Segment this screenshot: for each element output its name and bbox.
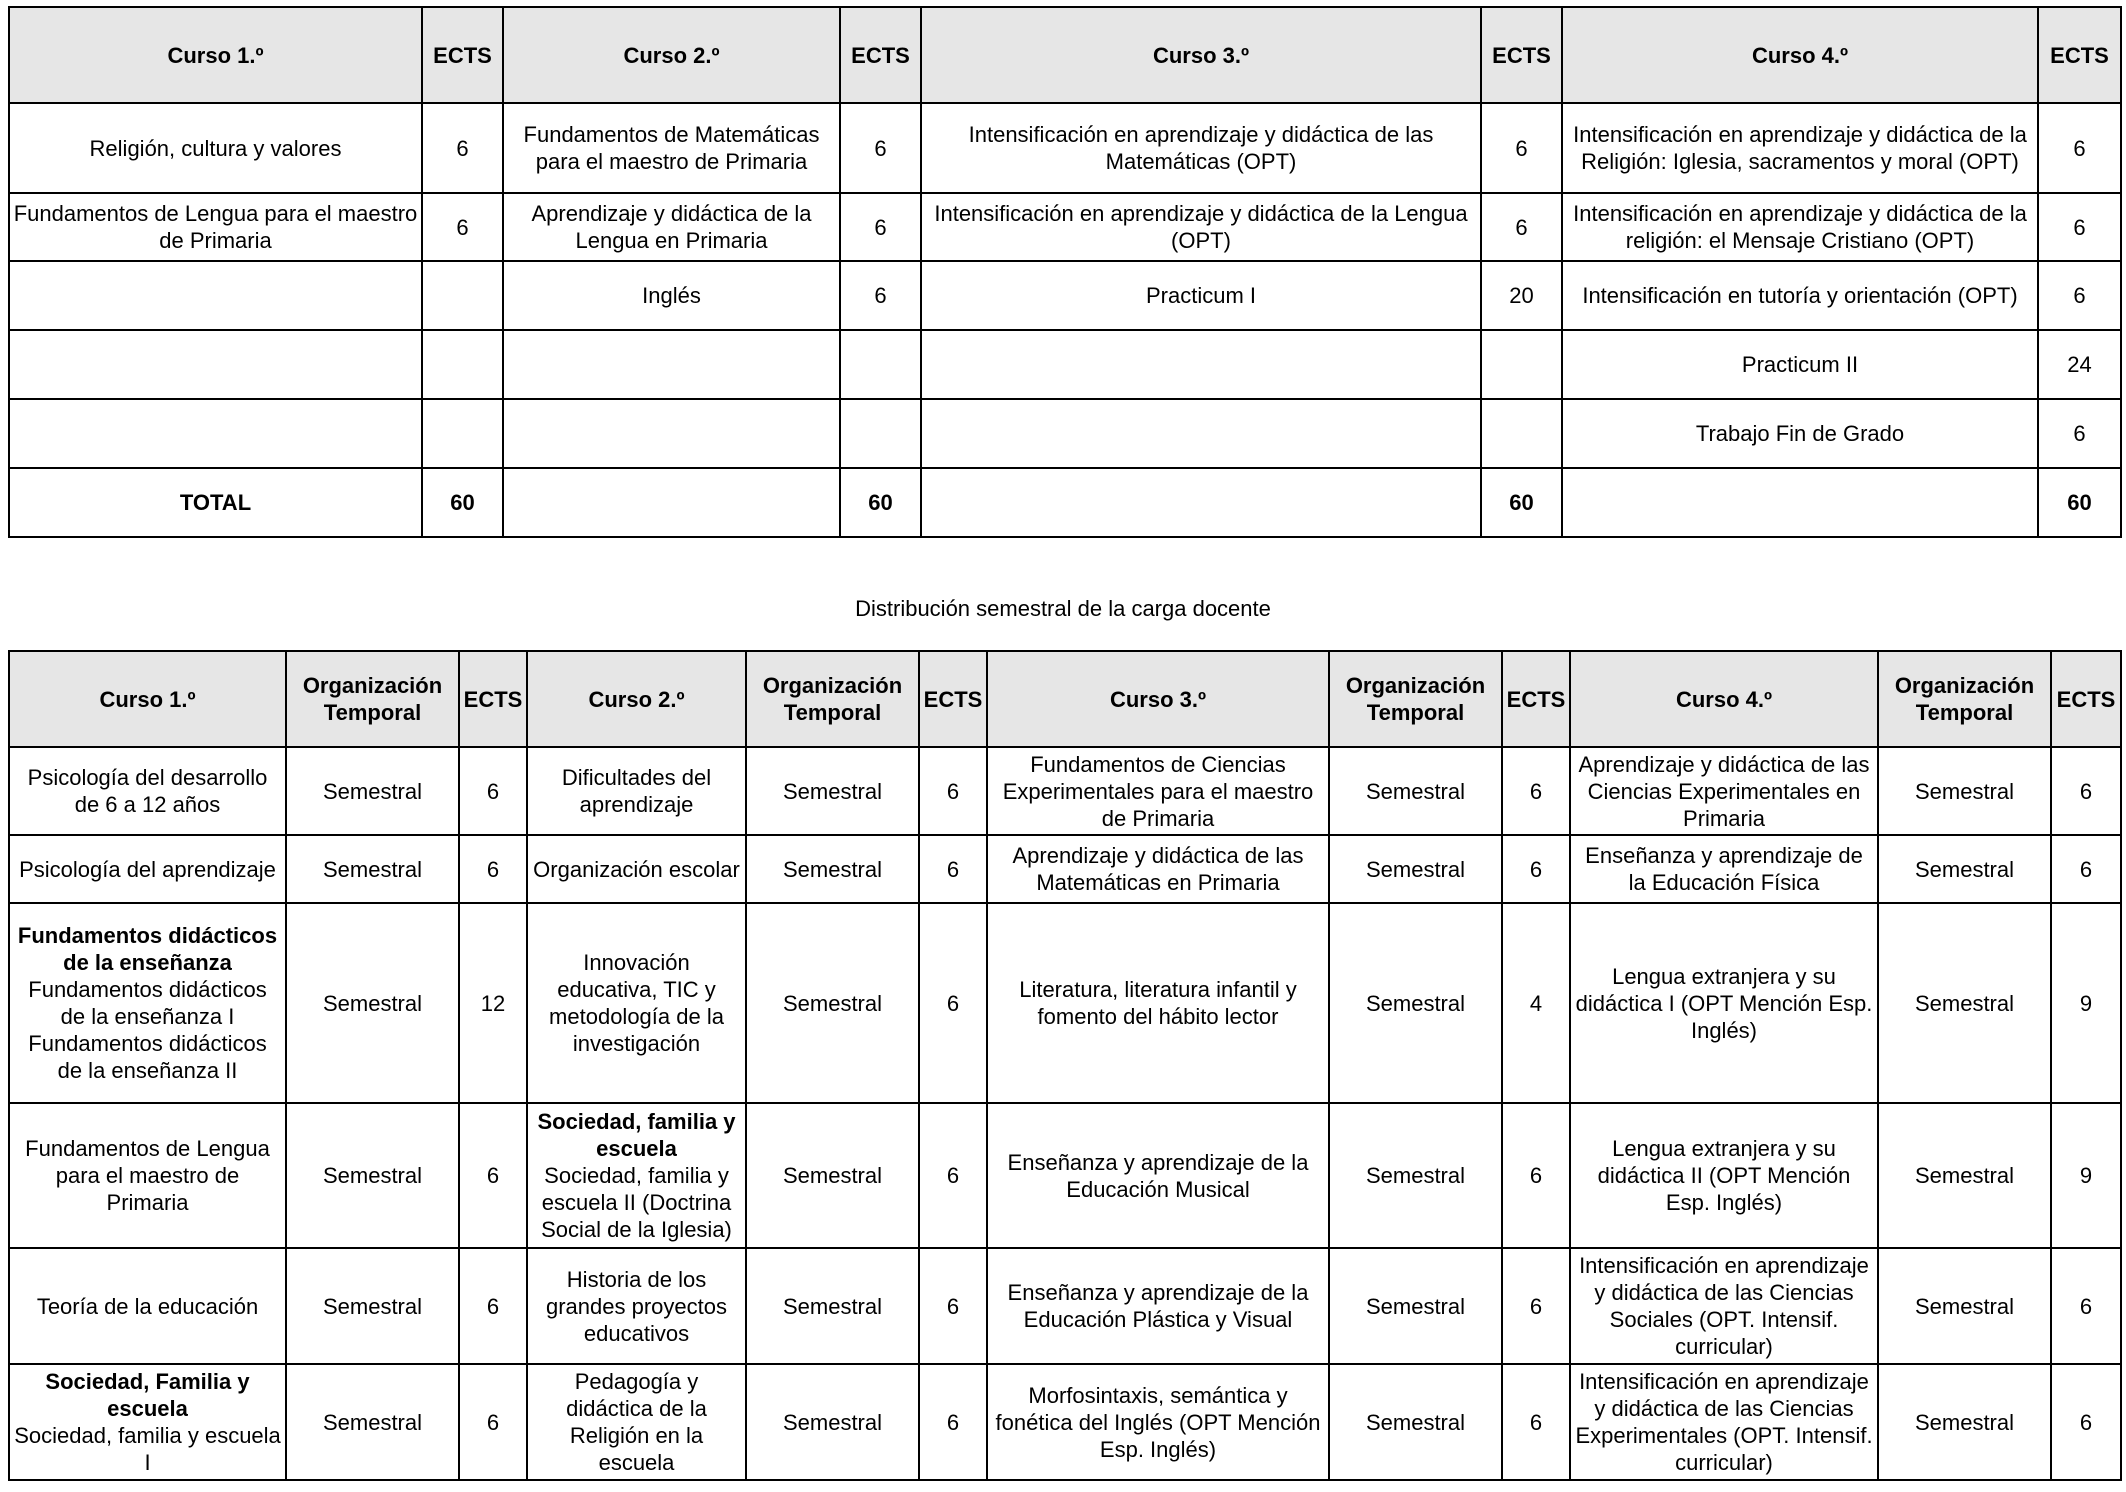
- col-header: Organización Temporal: [746, 651, 919, 747]
- table-cell: Organización escolar: [527, 835, 746, 903]
- table-cell: Semestral: [286, 835, 459, 903]
- table-cell: 24: [2038, 330, 2121, 399]
- table-cell: [422, 399, 503, 468]
- table-cell: Semestral: [286, 1364, 459, 1480]
- table-cell: Semestral: [286, 903, 459, 1103]
- col-header: Curso 1.º: [9, 651, 286, 747]
- table-cell: [422, 330, 503, 399]
- table-row: [9, 747, 2121, 835]
- table-cell: 9: [2051, 903, 2121, 1103]
- table-cell: Pedagogía y didáctica de la Religión en la escuela: [527, 1364, 746, 1480]
- table-cell: 6: [919, 835, 987, 903]
- table-cell: [527, 1103, 746, 1248]
- table-cell: Semestral: [1329, 903, 1502, 1103]
- table-row: [9, 1103, 2121, 1248]
- total-value: 60: [1481, 468, 1562, 537]
- table-cell: 6: [459, 1248, 527, 1364]
- table-cell: 6: [2038, 193, 2121, 261]
- table-cell: [1481, 399, 1562, 468]
- table-cell: Fundamentos de Matemáticas para el maestro de Primaria: [503, 103, 840, 193]
- table-cell: Semestral: [286, 747, 459, 835]
- table-cell: 6: [459, 1103, 527, 1248]
- table-cell: Practicum II: [1562, 330, 2038, 399]
- subject-group-title: Sociedad, familia y escuela: [537, 1109, 736, 1161]
- table-cell: Dificultades del aprendizaje: [527, 747, 746, 835]
- table-cell: 6: [1502, 747, 1570, 835]
- table-cell: Intensificación en aprendizaje y didáctica de las Matemáticas (OPT): [921, 103, 1481, 193]
- table-cell: Enseñanza y aprendizaje de la Educación Plástica y Visual: [987, 1248, 1329, 1364]
- table-cell: 20: [1481, 261, 1562, 330]
- table-cell: 6: [919, 1248, 987, 1364]
- table-row: [9, 399, 2121, 468]
- table-cell: 6: [422, 103, 503, 193]
- subject-group-title: Sociedad, Familia y escuela: [45, 1369, 250, 1421]
- table-cell: [1562, 468, 2038, 537]
- table-cell: Teoría de la educación: [9, 1248, 286, 1364]
- table-cell: 6: [2051, 1248, 2121, 1364]
- subject-line: Sociedad, familia y escuela II (Doctrina Social de la Iglesia): [541, 1163, 732, 1242]
- table-cell: [9, 261, 422, 330]
- col-header: ECTS: [422, 7, 503, 103]
- table-cell: Semestral: [286, 1103, 459, 1248]
- table-cell: Semestral: [1329, 835, 1502, 903]
- col-header: Curso 2.º: [527, 651, 746, 747]
- table-cell: 6: [1502, 1364, 1570, 1480]
- col-header: Curso 2.º: [503, 7, 840, 103]
- table-cell: 6: [840, 193, 921, 261]
- table-header-row: [9, 7, 2121, 103]
- col-header: Curso 4.º: [1562, 7, 2038, 103]
- table-cell: [840, 330, 921, 399]
- table-cell: Semestral: [1878, 1364, 2051, 1480]
- col-header: Curso 1.º: [9, 7, 422, 103]
- table-row: [9, 903, 2121, 1103]
- table-cell: [9, 903, 286, 1103]
- table-cell: Semestral: [746, 835, 919, 903]
- table-cell: 6: [422, 193, 503, 261]
- table-cell: Practicum I: [921, 261, 1481, 330]
- table-cell: Semestral: [1878, 1103, 2051, 1248]
- table-caption: Distribución semestral de la carga docente: [855, 596, 1271, 621]
- table-cell: Aprendizaje y didáctica de las Matemáticas en Primaria: [987, 835, 1329, 903]
- table-cell: [1481, 330, 1562, 399]
- table-cell: Psicología del aprendizaje: [9, 835, 286, 903]
- table-row: [9, 103, 2121, 193]
- total-value: 60: [840, 468, 921, 537]
- table-cell: [921, 399, 1481, 468]
- table-row: [9, 1248, 2121, 1364]
- table-cell: Semestral: [746, 747, 919, 835]
- col-header: Organización Temporal: [1878, 651, 2051, 747]
- table-cell: Enseñanza y aprendizaje de la Educación Física: [1570, 835, 1878, 903]
- table-cell: Intensificación en aprendizaje y didáctica de las Ciencias Experimentales (OPT. Intensif. curricular): [1570, 1364, 1878, 1480]
- table-cell: 9: [2051, 1103, 2121, 1248]
- table-cell: 6: [2038, 103, 2121, 193]
- col-header: Curso 3.º: [921, 7, 1481, 103]
- table-cell: 6: [1502, 1103, 1570, 1248]
- total-label: TOTAL: [9, 468, 422, 537]
- table-cell: 6: [2038, 261, 2121, 330]
- col-header: ECTS: [1481, 7, 1562, 103]
- col-header: ECTS: [840, 7, 921, 103]
- col-header: Organización Temporal: [1329, 651, 1502, 747]
- table-cell: Trabajo Fin de Grado: [1562, 399, 2038, 468]
- table-row: [9, 330, 2121, 399]
- table-cell: 6: [1481, 103, 1562, 193]
- table-cell: [422, 261, 503, 330]
- table-cell: 6: [459, 747, 527, 835]
- table-cell: Semestral: [1329, 1248, 1502, 1364]
- table-cell: Aprendizaje y didáctica de las Ciencias Experimentales en Primaria: [1570, 747, 1878, 835]
- table-cell: Semestral: [1878, 903, 2051, 1103]
- subject-line: Fundamentos didácticos de la enseñanza I: [28, 977, 267, 1029]
- table-cell: 12: [459, 903, 527, 1103]
- table-cell: Fundamentos de Lengua para el maestro de Primaria: [9, 193, 422, 261]
- table-row: [9, 193, 2121, 261]
- ects-summary-table: [8, 6, 2122, 538]
- table-cell: Intensificación en aprendizaje y didáctica de las Ciencias Sociales (OPT. Intensif. curricular): [1570, 1248, 1878, 1364]
- table-cell: 6: [2038, 399, 2121, 468]
- table-cell: Semestral: [1878, 1248, 2051, 1364]
- table-cell: [9, 1364, 286, 1480]
- table-header-row: [9, 651, 2121, 747]
- table-cell: Intensificación en aprendizaje y didáctica de la Religión: Iglesia, sacramentos y moral (OPT): [1562, 103, 2038, 193]
- table-cell: Semestral: [746, 1364, 919, 1480]
- col-header: ECTS: [2038, 7, 2121, 103]
- total-row: [9, 468, 2121, 537]
- table-cell: [9, 399, 422, 468]
- table-cell: [503, 468, 840, 537]
- table-cell: Semestral: [746, 1103, 919, 1248]
- table-cell: 6: [840, 103, 921, 193]
- table-cell: 6: [2051, 1364, 2121, 1480]
- table-cell: Religión, cultura y valores: [9, 103, 422, 193]
- table-cell: Psicología del desarrollo de 6 a 12 años: [9, 747, 286, 835]
- table-cell: 6: [2051, 835, 2121, 903]
- table-cell: Inglés: [503, 261, 840, 330]
- table-cell: Semestral: [1329, 1364, 1502, 1480]
- table-cell: Semestral: [746, 903, 919, 1103]
- col-header: ECTS: [2051, 651, 2121, 747]
- col-header: ECTS: [1502, 651, 1570, 747]
- col-header: Curso 3.º: [987, 651, 1329, 747]
- table-cell: Semestral: [1878, 747, 2051, 835]
- table-cell: 6: [1502, 835, 1570, 903]
- table-cell: 4: [1502, 903, 1570, 1103]
- table-cell: [921, 330, 1481, 399]
- table-cell: Fundamentos de Lengua para el maestro de Primaria: [9, 1103, 286, 1248]
- table-cell: Morfosintaxis, semántica y fonética del Inglés (OPT Mención Esp. Inglés): [987, 1364, 1329, 1480]
- table-cell: 6: [840, 261, 921, 330]
- table-cell: Fundamentos de Ciencias Experimentales para el maestro de Primaria: [987, 747, 1329, 835]
- table-cell: [503, 330, 840, 399]
- table-cell: 6: [459, 1364, 527, 1480]
- subject-line: Fundamentos didácticos de la enseñanza II: [28, 1031, 267, 1083]
- table-cell: 6: [2051, 747, 2121, 835]
- table-cell: Enseñanza y aprendizaje de la Educación Musical: [987, 1103, 1329, 1248]
- col-header: ECTS: [919, 651, 987, 747]
- table-cell: Semestral: [1878, 835, 2051, 903]
- table-cell: 6: [459, 835, 527, 903]
- table-row: [9, 1364, 2121, 1480]
- col-header: Organización Temporal: [286, 651, 459, 747]
- table-row: [9, 261, 2121, 330]
- table-cell: Innovación educativa, TIC y metodología de la investigación: [527, 903, 746, 1103]
- table-cell: 6: [919, 1364, 987, 1480]
- table-cell: 6: [919, 747, 987, 835]
- col-header: Curso 4.º: [1570, 651, 1878, 747]
- table-cell: 6: [919, 1103, 987, 1248]
- table-cell: 6: [1481, 193, 1562, 261]
- subject-group-title: Fundamentos didácticos de la enseñanza: [17, 923, 278, 975]
- total-value: 60: [2038, 468, 2121, 537]
- subject-line: Sociedad, familia y escuela I: [14, 1423, 281, 1475]
- table-cell: Semestral: [286, 1248, 459, 1364]
- table-cell: Intensificación en aprendizaje y didáctica de la religión: el Mensaje Cristiano (OPT): [1562, 193, 2038, 261]
- table-cell: Intensificación en aprendizaje y didáctica de la Lengua (OPT): [921, 193, 1481, 261]
- total-value: 60: [422, 468, 503, 537]
- table-cell: Lengua extranjera y su didáctica II (OPT Mención Esp. Inglés): [1570, 1103, 1878, 1248]
- table-cell: [9, 330, 422, 399]
- table-cell: Semestral: [1329, 747, 1502, 835]
- table-cell: Intensificación en tutoría y orientación (OPT): [1562, 261, 2038, 330]
- table-cell: Literatura, literatura infantil y fomento del hábito lector: [987, 903, 1329, 1103]
- table-cell: [921, 468, 1481, 537]
- table-cell: Aprendizaje y didáctica de la Lengua en Primaria: [503, 193, 840, 261]
- table-cell: Semestral: [1329, 1103, 1502, 1248]
- table-cell: Semestral: [746, 1248, 919, 1364]
- semester-distribution-table: [8, 650, 2122, 1481]
- col-header: ECTS: [459, 651, 527, 747]
- table-cell: Historia de los grandes proyectos educativos: [527, 1248, 746, 1364]
- table-cell: 6: [919, 903, 987, 1103]
- table-row: [9, 835, 2121, 903]
- table-cell: [503, 399, 840, 468]
- table-cell: Lengua extranjera y su didáctica I (OPT Mención Esp. Inglés): [1570, 903, 1878, 1103]
- table-cell: [840, 399, 921, 468]
- table-cell: 6: [1502, 1248, 1570, 1364]
